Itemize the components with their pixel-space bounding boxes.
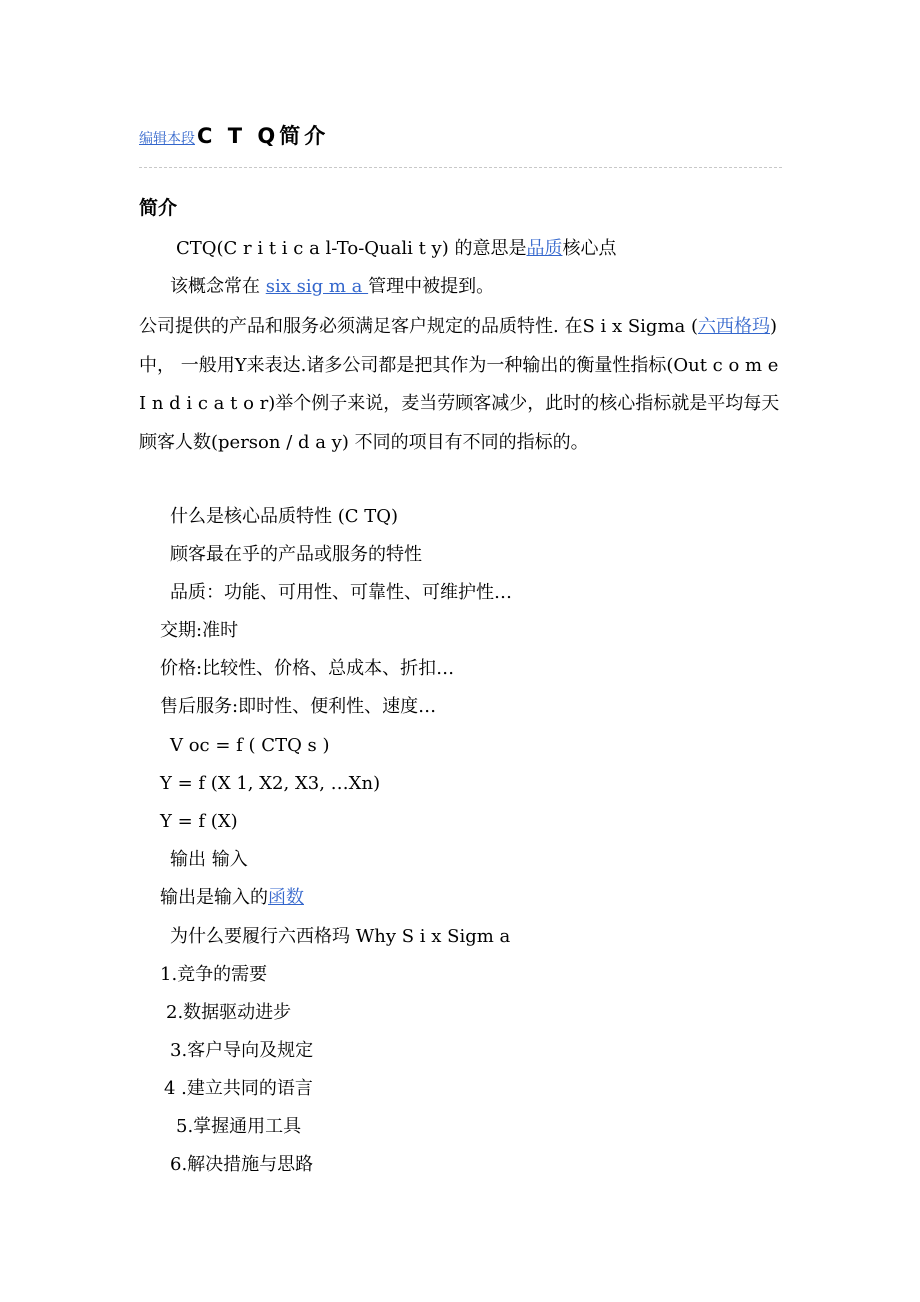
- heading-divider: [139, 167, 782, 168]
- intro-line-ctq: [176, 237, 616, 261]
- intro-subheading: 简介: [139, 197, 178, 219]
- quality-link[interactable]: 品质: [526, 238, 563, 259]
- edit-section-link[interactable]: 编辑本段: [139, 131, 195, 147]
- intro-line-six-sigma-suffix: 管理中被提到。: [368, 276, 495, 297]
- reason-list-item: 6.解决措施与思路: [170, 1154, 314, 1175]
- paragraph-text-end: )中， 一般用Y来表达.诸多公司都是把其作为一种输出的衡量性指标(Out c o m e I n d i c a t o r)举个例子来说，麦当劳顾客减少，此时的核心指标就是平均每天顾客人数(person / d a y) 不同的项目有不同的指标的。: [139, 316, 780, 453]
- function-line-text: 输出是输入的: [160, 887, 268, 908]
- intro-line-six-sigma-text: 该概念常在: [170, 276, 266, 297]
- function-line: [160, 886, 304, 910]
- why-six-sigma-line: 为什么要履行六西格玛 Why S i x Sigm a: [170, 926, 511, 947]
- text-line: 交期:准时: [160, 620, 239, 641]
- text-line: 品质：功能、可用性、可靠性、可维护性…: [170, 582, 512, 603]
- formula-line: V oc = f ( CTQ s ): [170, 735, 330, 756]
- six-sigma-link[interactable]: six sig m a: [265, 276, 369, 297]
- paragraph-text-start: 公司提供的产品和服务必须满足客户规定的品质特性. 在S i x Sigma (: [139, 316, 698, 337]
- formula-line: Y = f (X 1, X2, X3, …Xn): [160, 773, 381, 794]
- intro-line-six-sigma: [170, 275, 494, 299]
- text-line: 价格:比较性、价格、总成本、折扣…: [160, 658, 455, 679]
- formula-line: Y = f (X): [160, 811, 238, 832]
- reason-list-item: 4 .建立共同的语言: [164, 1078, 313, 1099]
- text-line: 售后服务:即时性、便利性、速度…: [160, 696, 437, 717]
- text-line: 顾客最在乎的产品或服务的特性: [170, 544, 422, 565]
- section-heading-title: C T Q简介: [197, 124, 330, 148]
- text-line: 输出 输入: [170, 849, 248, 870]
- reason-list-item: 1.竞争的需要: [160, 964, 268, 985]
- intro-line-ctq-suffix: 核心点: [562, 238, 617, 259]
- reason-list-item: 3.客户导向及规定: [170, 1040, 314, 1061]
- reason-list-item: 5.掌握通用工具: [176, 1116, 302, 1137]
- text-line: 什么是核心品质特性 (C TQ): [170, 506, 399, 527]
- reason-list-item: 2.数据驱动进步: [166, 1002, 292, 1023]
- intro-line-ctq-text: CTQ(C r i t i c a l-To-Quali t y) 的意思是: [176, 238, 527, 259]
- section-heading: [139, 120, 329, 152]
- description-paragraph: [139, 308, 781, 462]
- liu-xi-ge-ma-link[interactable]: 六西格玛: [698, 316, 770, 337]
- function-link[interactable]: 函数: [268, 887, 304, 908]
